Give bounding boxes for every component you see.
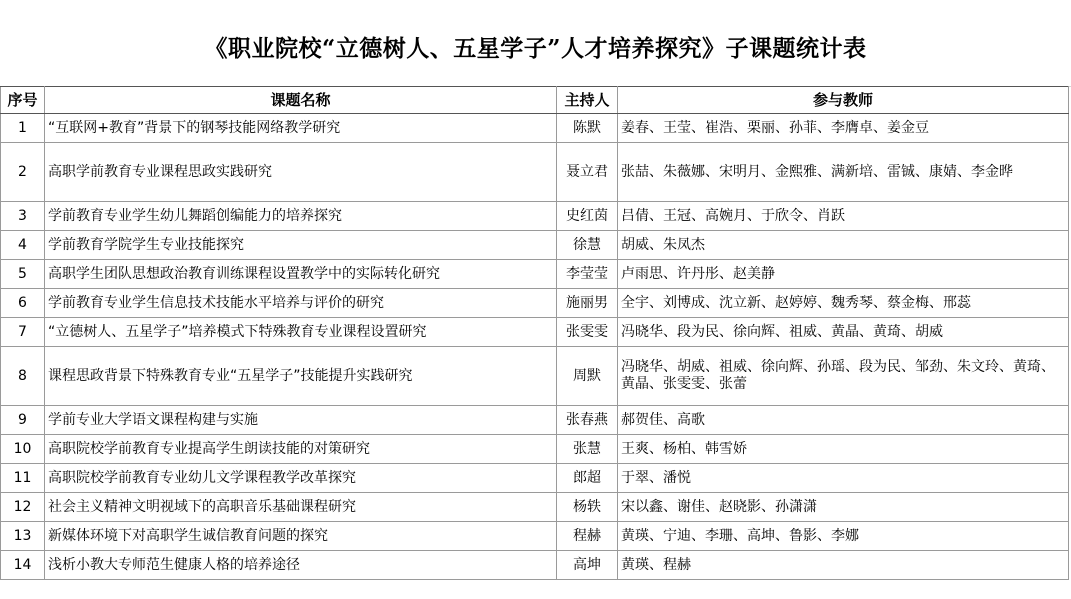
table-row [1,522,1069,551]
header-teachers[interactable]: 参与教师 [618,87,1069,114]
header-host[interactable]: 主持人 [557,87,618,114]
table-row [1,347,1069,406]
table-row [1,289,1069,318]
cell-host[interactable]: 聂立君 [557,143,618,202]
cell-host[interactable]: 周默 [557,347,618,406]
cell-teachers[interactable]: 全宇、刘博成、沈立新、赵婷婷、魏秀琴、蔡金梅、邢蕊 [618,289,1069,318]
cell-host[interactable]: 施丽男 [557,289,618,318]
title-row[interactable] [0,0,1071,87]
cell-host[interactable]: 陈默 [557,114,618,143]
cell-topic[interactable]: 高职学生团队思想政治教育训练课程设置教学中的实际转化研究 [45,260,557,289]
cell-seq[interactable]: 14 [1,551,45,580]
cell-teachers[interactable]: 卢雨思、许丹彤、赵美静 [618,260,1069,289]
cell-host[interactable]: 徐慧 [557,231,618,260]
cell-teachers[interactable]: 宋以鑫、谢佳、赵晓影、孙潇潇 [618,493,1069,522]
cell-topic[interactable]: “立德树人、五星学子”培养模式下特殊教育专业课程设置研究 [45,318,557,347]
cell-seq[interactable]: 2 [1,143,45,202]
cell-seq[interactable]: 6 [1,289,45,318]
cell-seq[interactable]: 10 [1,435,45,464]
cell-topic[interactable]: “互联网+教育”背景下的钢琴技能网络教学研究 [45,114,557,143]
cell-host[interactable]: 张慧 [557,435,618,464]
cell-topic[interactable]: 浅析小教大专师范生健康人格的培养途径 [45,551,557,580]
cell-seq[interactable]: 11 [1,464,45,493]
header-seq[interactable]: 序号 [1,87,45,114]
table-row [1,464,1069,493]
cell-topic[interactable]: 高职院校学前教育专业幼儿文学课程教学改革探究 [45,464,557,493]
cell-host[interactable]: 张雯雯 [557,318,618,347]
table-row [1,551,1069,580]
cell-topic[interactable]: 课程思政背景下特殊教育专业“五星学子”技能提升实践研究 [45,347,557,406]
cell-topic[interactable]: 新媒体环境下对高职学生诚信教育问题的探究 [45,522,557,551]
cell-seq[interactable]: 4 [1,231,45,260]
table-row [1,202,1069,231]
cell-topic[interactable]: 高职院校学前教育专业提高学生朗读技能的对策研究 [45,435,557,464]
cell-host[interactable]: 张春燕 [557,406,618,435]
cell-host[interactable]: 郎超 [557,464,618,493]
header-row [1,87,1069,114]
cell-teachers[interactable]: 冯晓华、胡威、祖威、徐向辉、孙瑶、段为民、邹劲、朱文玲、黄琦、黄晶、张雯雯、张蕾 [618,347,1069,406]
cell-host[interactable]: 李莹莹 [557,260,618,289]
table-row [1,493,1069,522]
cell-topic[interactable]: 学前教育学院学生专业技能探究 [45,231,557,260]
cell-seq[interactable]: 9 [1,406,45,435]
table-row [1,435,1069,464]
cell-topic[interactable]: 学前教育专业学生幼儿舞蹈创编能力的培养探究 [45,202,557,231]
page-title: 《职业院校“立德树人、五星学子”人才培养探究》子课题统计表 [204,35,867,62]
table-row [1,231,1069,260]
cell-topic[interactable]: 高职学前教育专业课程思政实践研究 [45,143,557,202]
cell-teachers[interactable]: 冯晓华、段为民、徐向辉、祖威、黄晶、黄琦、胡威 [618,318,1069,347]
topics-table [0,86,1069,580]
header-topic[interactable]: 课题名称 [45,87,557,114]
cell-seq[interactable]: 8 [1,347,45,406]
cell-seq[interactable]: 5 [1,260,45,289]
cell-teachers[interactable]: 胡威、朱凤杰 [618,231,1069,260]
cell-teachers[interactable]: 张喆、朱薇娜、宋明月、金熙雅、满新培、雷铖、康婧、李金晔 [618,143,1069,202]
cell-host[interactable]: 杨轶 [557,493,618,522]
cell-host[interactable]: 程赫 [557,522,618,551]
cell-teachers[interactable]: 王爽、杨柏、韩雪娇 [618,435,1069,464]
cell-teachers[interactable]: 吕倩、王冠、高婉月、于欣令、肖跃 [618,202,1069,231]
cell-teachers[interactable]: 郝贺佳、高歌 [618,406,1069,435]
table-row [1,318,1069,347]
table-row [1,260,1069,289]
table-row [1,143,1069,202]
cell-teachers[interactable]: 黄瑛、宁迪、李珊、高坤、鲁影、李娜 [618,522,1069,551]
table-row [1,114,1069,143]
cell-seq[interactable]: 13 [1,522,45,551]
table-row [1,406,1069,435]
cell-seq[interactable]: 7 [1,318,45,347]
cell-topic[interactable]: 社会主义精神文明视域下的高职音乐基础课程研究 [45,493,557,522]
cell-seq[interactable]: 12 [1,493,45,522]
cell-topic[interactable]: 学前教育专业学生信息技术技能水平培养与评价的研究 [45,289,557,318]
cell-host[interactable]: 史红茵 [557,202,618,231]
cell-teachers[interactable]: 姜春、王莹、崔浩、栗丽、孙菲、李膺卓、姜金豆 [618,114,1069,143]
cell-teachers[interactable]: 于翠、潘悦 [618,464,1069,493]
cell-teachers[interactable]: 黄瑛、程赫 [618,551,1069,580]
cell-host[interactable]: 高坤 [557,551,618,580]
cell-topic[interactable]: 学前专业大学语文课程构建与实施 [45,406,557,435]
cell-seq[interactable]: 3 [1,202,45,231]
cell-seq[interactable]: 1 [1,114,45,143]
